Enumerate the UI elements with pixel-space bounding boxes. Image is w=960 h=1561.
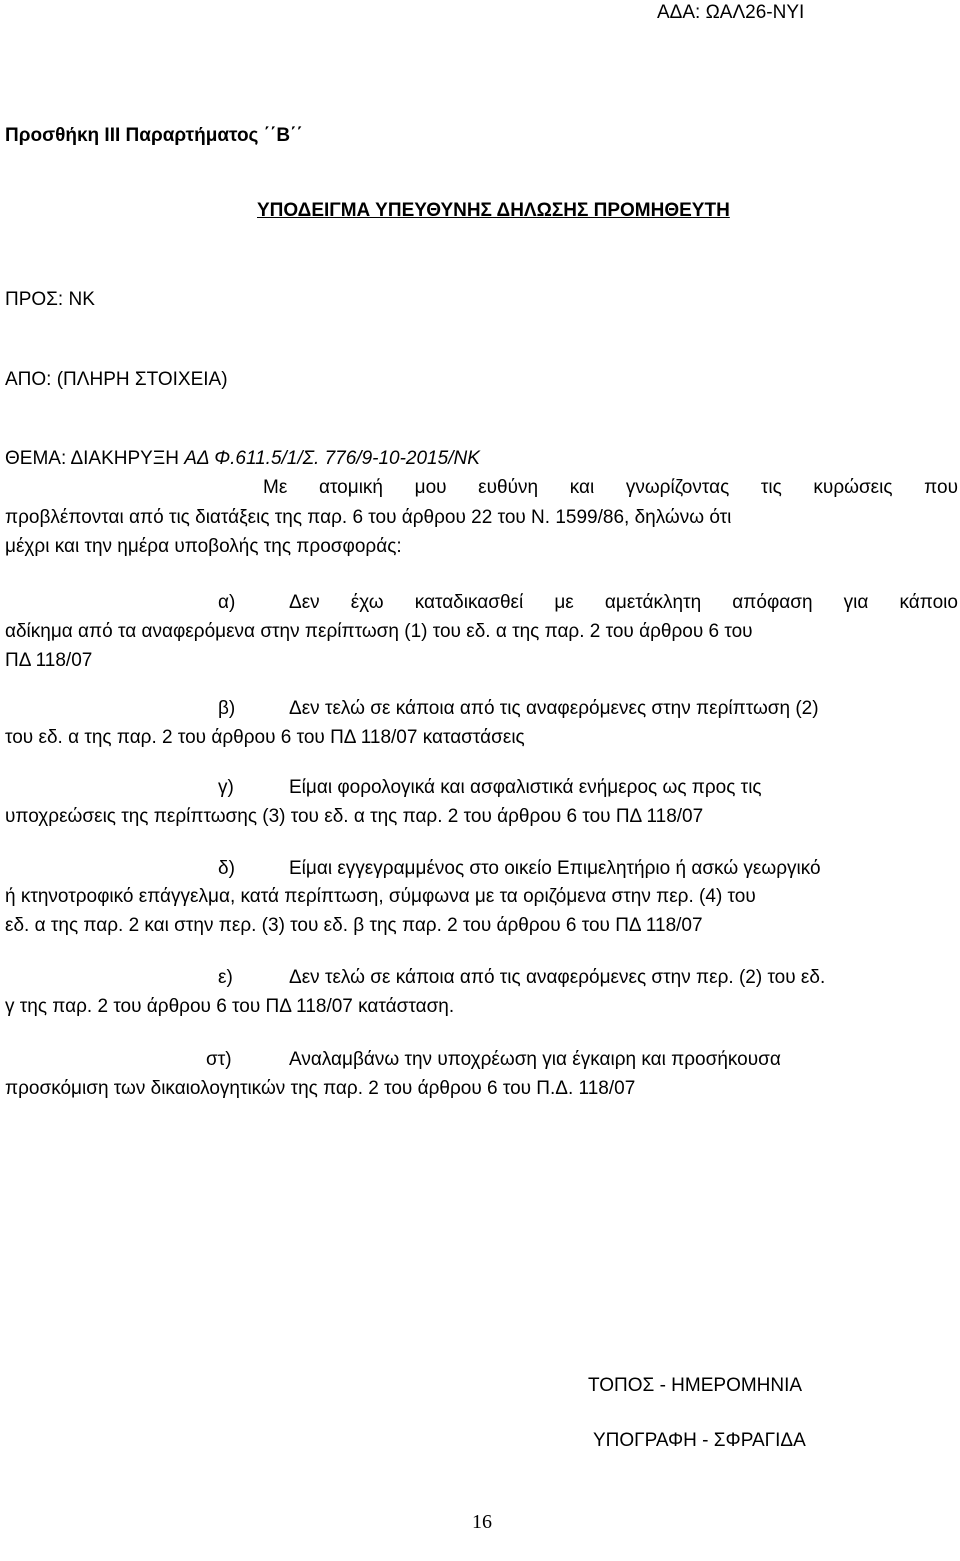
intro-line-3: μέχρι και την ημέρα υποβολής της προσφοράς: (5, 536, 402, 557)
item-a-marker: α) (218, 592, 236, 613)
item-e-line-2: γ της παρ. 2 του άρθρου 6 του ΠΔ 118/07 κατάσταση. (5, 996, 455, 1017)
item-b-line-1: Δεν τελώ σε κάποια από τις αναφερόμενες στην περίπτωση (2) (289, 698, 819, 719)
item-d-marker: δ) (218, 858, 235, 879)
document-heading: ΥΠΟΔΕΙΓΜΑ ΥΠΕΥΘΥΝΗΣ ΔΗΛΩΣΗΣ ΠΡΟΜΗΘΕΥΤΗ (257, 200, 730, 221)
subject-reference: ΑΔ Φ.611.5/1/Σ. 776/9-10-2015/ΝΚ (184, 448, 480, 469)
item-c-marker: γ) (218, 777, 234, 798)
subject-field (5, 448, 480, 470)
item-f-line-2: προσκόμιση των δικαιολογητικών της παρ. 2 του άρθρου 6 του Π.Δ. 118/07 (5, 1078, 636, 1099)
recipient-field: ΠΡΟΣ: ΝΚ (5, 289, 95, 310)
item-d-line-2: ή κτηνοτροφικό επάγγελμα, κατά περίπτωση, σύμφωνα με τα οριζόμενα στην περ. (4) του (5, 886, 756, 907)
item-b-line-2: του εδ. α της παρ. 2 του άρθρου 6 του ΠΔ 118/07 καταστάσεις (5, 727, 525, 748)
signature-label: ΥΠΟΓΡΑΦΗ - ΣΦΡΑΓΙΔΑ (593, 1430, 806, 1451)
place-date-label: ΤΟΠΟΣ - ΗΜΕΡΟΜΗΝΙΑ (588, 1375, 803, 1396)
item-d-line-3: εδ. α της παρ. 2 και στην περ. (3) του εδ. β της παρ. 2 του άρθρου 6 του ΠΔ 118/07 (5, 915, 703, 936)
item-d-line-1: Είμαι εγγεγραμμένος στο οικείο Επιμελητήριο ή ασκώ γεωργικό (289, 858, 821, 879)
item-e-line-1: Δεν τελώ σε κάποια από τις αναφερόμενες στην περ. (2) του εδ. (289, 967, 826, 988)
addendum-title: Προσθήκη ΙΙΙ Παραρτήματος ΄΄Β΄΄ (5, 125, 303, 146)
intro-line-2: προβλέπονται από τις διατάξεις της παρ. 6 του άρθρου 22 του Ν. 1599/86, δηλώνω ότι (5, 507, 732, 528)
item-f-marker: στ) (206, 1049, 232, 1070)
item-b-marker: β) (218, 698, 236, 719)
sender-field: ΑΠΟ: (ΠΛΗΡΗ ΣΤΟΙΧΕΙΑ) (5, 369, 228, 390)
item-a-line-2: αδίκημα από τα αναφερόμενα στην περίπτωση (1) του εδ. α της παρ. 2 του άρθρου 6 του (5, 621, 753, 642)
item-f-line-1: Αναλαμβάνω την υποχρέωση για έγκαιρη και προσήκουσα (289, 1049, 781, 1070)
ada-code: ΑΔΑ: ΩΑΛ26-ΝΥΙ (657, 2, 805, 23)
intro-line-1: Με ατομική μου ευθύνη και γνωρίζοντας τις κυρώσεις που (263, 477, 958, 498)
item-a-line-1: Δεν έχω καταδικασθεί με αμετάκλητη απόφαση για κάποιο (289, 592, 958, 613)
item-e-marker: ε) (218, 967, 233, 988)
page-number: 16 (472, 1511, 492, 1533)
item-c-line-1: Είμαι φορολογικά και ασφαλιστικά ενήμερος ως προς τις (289, 777, 762, 798)
item-a-line-3: ΠΔ 118/07 (5, 650, 93, 671)
item-c-line-2: υποχρεώσεις της περίπτωσης (3) του εδ. α της παρ. 2 του άρθρου 6 του ΠΔ 118/07 (5, 806, 704, 827)
subject-prefix: ΘΕΜΑ: ΔΙΑΚΗΡΥΞΗ (5, 448, 185, 469)
